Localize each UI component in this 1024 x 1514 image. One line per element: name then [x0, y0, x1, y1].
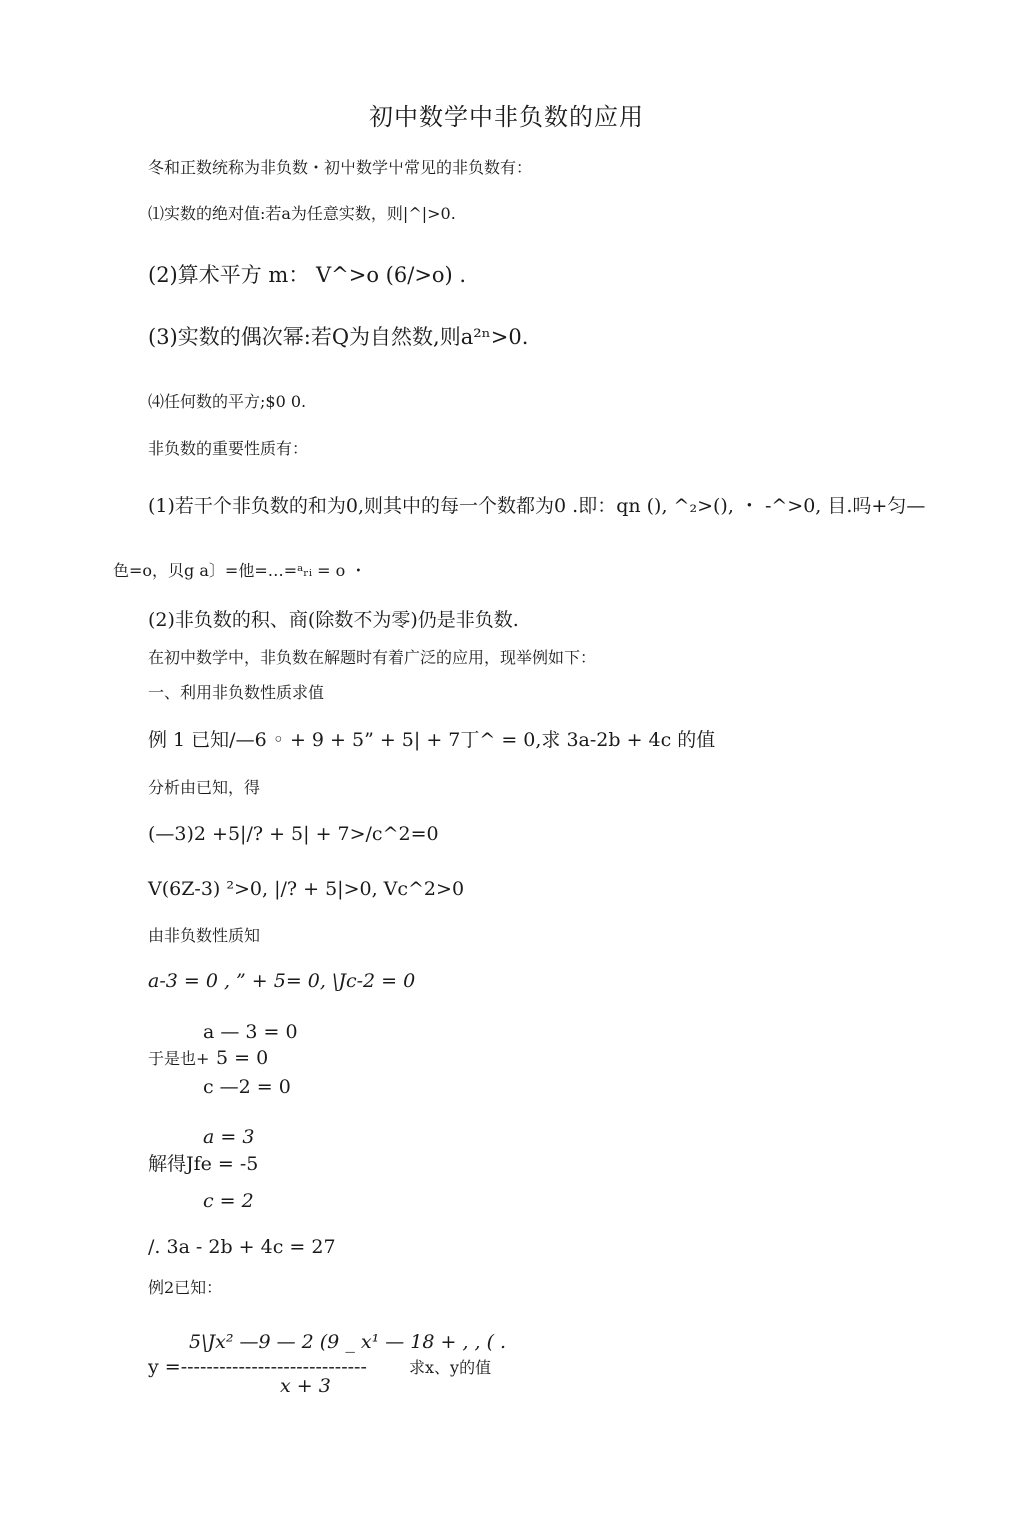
example-1-prompt: 例 1 已知/—6 ◦ + 9 + 5” + 5| + 7丁^ = 0,求 3a-2b + 4c 的值 [148, 729, 716, 751]
solution-a: a = 3 [203, 1126, 255, 1148]
system-equation-c: c —2 = 0 [203, 1076, 291, 1098]
system-prefix: 于是也+ [148, 1049, 210, 1068]
solution-c: c = 2 [203, 1190, 254, 1212]
item-3: (3)实数的偶次幂:若Q为自然数,则a²ⁿ>0. [148, 325, 529, 349]
example-1-analysis: 分析由已知，得 [148, 778, 261, 797]
system-equation-b: 5 = 0 [216, 1047, 269, 1069]
item-1: ⑴实数的绝对值:若a为任意实数，则|^|>0. [148, 204, 456, 223]
example-2-denominator: x + 3 [280, 1375, 331, 1397]
example-1-result: /. 3a - 2b + 4c = 27 [148, 1236, 336, 1258]
system-equation-a: a — 3 = 0 [203, 1021, 298, 1043]
example-2-ask: 求x、y的值 [409, 1358, 492, 1377]
intro-text: 冬和正数统称为非负数・初屮数学屮常见的非负数有： [148, 158, 533, 177]
example-1-property-note: 由非负数性质知 [148, 926, 261, 945]
property-1-line-2: 色=o，贝g a〕=他=…=ᵃᵣᵢ = o ・ [113, 561, 367, 580]
example-1-equation-1: (—3)2 +5|/? + 5| + 7>/c^2=0 [148, 823, 439, 845]
example-1-equation-3: a-3 = 0 , ” + 5= 0, \Jc-2 = 0 [148, 970, 416, 992]
property-2: (2)非负数的积、商(除数不为零)仍是非负数. [148, 609, 519, 631]
item-4: ⑷任何数的平方;$0 0. [148, 392, 307, 411]
page-title: 初中数学中非负数的应用 [369, 103, 644, 131]
example-1-equation-2: V(6Z-3) ²>0, |/? + 5|>0, Vc^2>0 [148, 878, 465, 900]
solution-b: 解得Jfe = -5 [148, 1153, 259, 1175]
item-2: (2)算术平方 m： V^>o (6/>o) . [148, 263, 467, 287]
example-2-numerator: 5\Jx² —9 — 2 (9 _ x¹ — 18 + , , ( . [189, 1331, 507, 1353]
property-1-line-1: (1)若干个非负数的和为0,则其中的每一个数都为0 .即：qn (), ^₂>(), ・ -^>0, 目.吗+匀— [148, 495, 926, 517]
example-2-prompt: 例2已知： [148, 1278, 223, 1297]
example-2-fraction-line: y =----------------------------- [148, 1356, 367, 1378]
section-heading-1: 一、利用非负数性质求值 [148, 683, 325, 702]
properties-heading: 非负数的重要性质有： [148, 439, 309, 458]
application-intro: 在初中数学中，非负数在解题时有着广泛的应用，现举例如下： [148, 648, 597, 667]
